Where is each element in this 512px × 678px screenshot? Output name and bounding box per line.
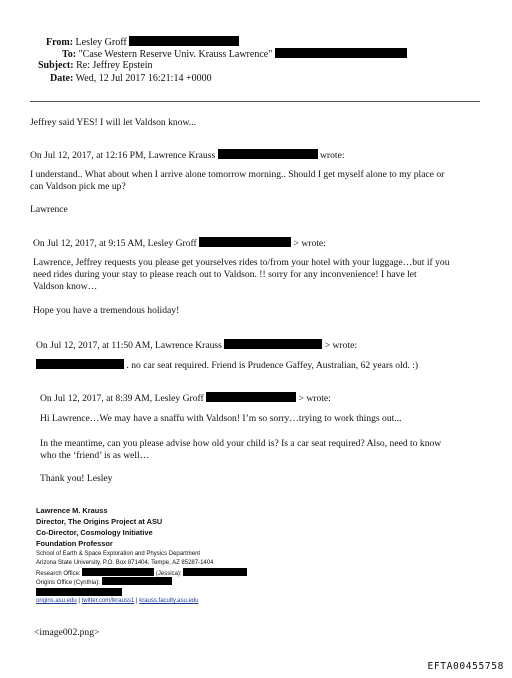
quote-intro-wrote: wrote: [320,150,345,161]
quote-intro [40,392,331,405]
origins-office-label: Origins Office (Cynthia): [36,580,100,586]
signature-title: Director, The Origins Project at ASU [36,517,163,526]
body-line: Lawrence, Jeffrey requests you please get yourselves rides to/from your hotel with your luggage…but if you [33,257,450,268]
signature-dept: School of Earth & Space Exploration and Physics Department [36,551,201,557]
research-office-label: Research Office: [36,571,81,577]
header-divider [30,101,480,102]
signature-name: Lawrence M. Krauss [36,506,108,515]
quote-intro [30,149,345,162]
quote-intro [33,237,326,250]
subject-value: Re: Jeffrey Epstein [76,60,153,71]
jessica-label: (Jessica): [155,571,182,577]
link-separator: | [135,598,138,604]
quote-intro-wrote: > wrote: [324,340,358,351]
redaction-box [82,568,154,576]
to-value: "Case Western Reserve Univ. Krauss Lawrence" [78,49,273,60]
redaction-box [206,392,296,402]
quote-intro-text: On Jul 12, 2017, at 11:50 AM, Lawrence Krauss [36,340,222,351]
to-label: To: [62,49,77,60]
redaction-box [199,237,291,247]
date-line [50,73,212,85]
redaction-box [36,359,124,369]
redaction-box [275,48,407,58]
body-line: can Valdson pick me up? [30,181,126,192]
date-label: Date: [50,73,74,84]
subject-line [38,60,153,72]
from-value: Lesley Groff [75,37,127,48]
body-line: need rides during your stay to please reach out to Valdson. !! sorry for any inconvenience! I have let [33,269,417,280]
body-line: Thank you! Lesley [40,473,113,484]
message-line: Jeffrey said YES! I will let Valdson know... [30,117,197,128]
quote-intro-text: On Jul 12, 2017, at 9:15 AM, Lesley Groff [33,238,197,249]
quote-intro-text: On Jul 12, 2017, at 8:39 AM, Lesley Groff [40,393,204,404]
signature-title: Foundation Professor [36,539,113,548]
signature-links [36,597,198,605]
body-line: Hope you have a tremendous holiday! [33,305,180,316]
document-id: EFTA00455758 [427,661,504,672]
date-value: Wed, 12 Jul 2017 16:21:14 +0000 [75,73,212,84]
redaction-box [224,339,322,349]
origins-link[interactable]: origins.asu.edu [36,598,77,604]
redaction-box [129,36,239,46]
body-line: Valdson know… [33,281,98,292]
twitter-link[interactable]: twitter.com/lkrauss1 [81,598,135,604]
body-line: Hi Lawrence…We may have a snaffu with Valdson! I’m so sorry…trying to work things out... [40,413,402,424]
body-line: Lawrence [30,204,68,215]
body-line [36,359,418,372]
redaction-box [36,588,122,596]
attachment-placeholder: <image002.png> [34,627,100,638]
signature-title: Co-Director, Cosmology Initiative [36,528,153,537]
body-line: In the meantime, can you please advise how old your child is? Is a car seat required? Also, need to know [40,438,442,449]
signature-address: Arizona State University, P.O. Box 871404, Tempe, AZ 85287-1404 [36,560,214,566]
link-separator: | [78,598,80,604]
quote-intro-wrote: > wrote: [298,393,331,404]
body-line-text: . no car seat required. Friend is Prudence Gaffey, Australian, 62 years old. :) [126,360,419,371]
from-label: From: [46,37,74,48]
redaction-box [102,577,172,585]
signature-origins-office [36,577,172,587]
subject-label: Subject: [38,60,74,71]
quote-intro-wrote: > wrote: [293,238,326,249]
body-line: who the ‘friend’ is as well… [40,450,150,461]
quote-intro-text: On Jul 12, 2017, at 12:16 PM, Lawrence Krauss [30,150,216,161]
faculty-link[interactable]: krauss.faculty.asu.edu [139,598,199,604]
redaction-box [183,568,247,576]
body-line: I understand.. What about when I arrive alone tomorrow morning.. Should I get myself alone to my place or [30,169,445,180]
quote-intro [36,339,357,352]
redaction-box [218,149,318,159]
